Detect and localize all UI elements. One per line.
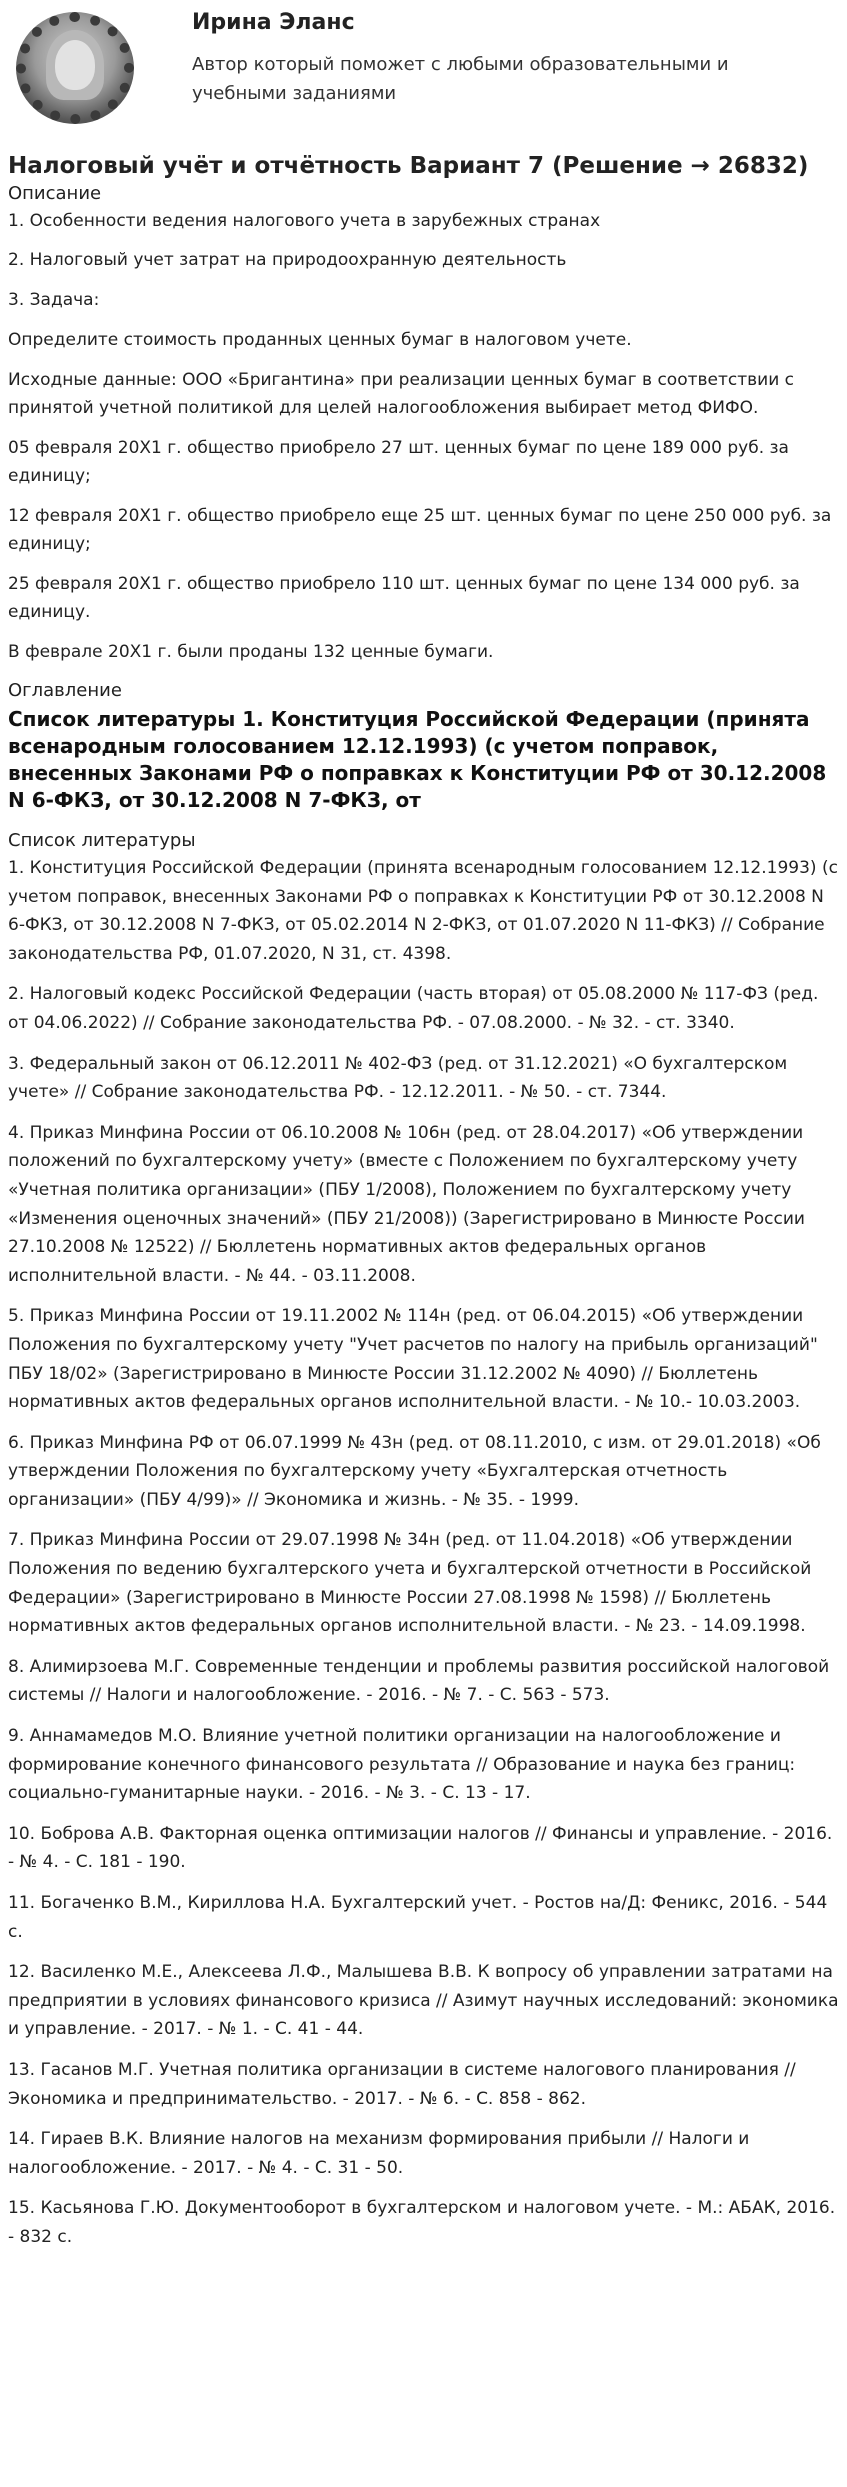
reference-item: 4. Приказ Минфина России от 06.10.2008 № 106н (ред. от 28.04.2017) «Об утверждении положений по бухгалтерскому учету» (вместе с Положением по бухгалтерскому учету «Учетная политика организации» (ПБУ 1/2008), Положением по бухгалтерскому учету «Изменения оценочных значений» (ПБУ 21/2008)) (Зарегистрировано в Минюсте России 27.10.2008 № 12522) // Бюллетень нормативных актов федеральных органов исполнительной власти. - № 44. - 03.11.2008. — [8, 1122, 805, 1286]
reference-item: 1. Конституция Российской Федерации (принята всенародным голосованием 12.12.1993) (с учетом поправок, внесенных Законами РФ о поправках к Конституции РФ от 30.12.2008 N 6-ФКЗ, от 30.12.2008 N 7-ФКЗ, от 05.02.2014 N 2-ФКЗ, от 01.07.2020 N 11-ФКЗ) // Собрание законодательства РФ, 01.07.2020, N 31, ст. 4398. — [8, 858, 838, 964]
reference-item: 15. Касьянова Г.Ю. Документооборот в бухгалтерском и налоговом учете. - М.: АБАК, 2016. - 832 с. — [8, 2198, 836, 2247]
author-card — [8, 0, 839, 140]
author-description: Автор который поможет с любыми образовательными и учебными заданиями — [192, 54, 729, 104]
author-name[interactable]: Ирина Эланс — [192, 10, 355, 35]
description-paragraph: В феврале 20Х1 г. были проданы 132 ценные бумаги. — [8, 642, 494, 662]
work-title: Налоговый учёт и отчётность Вариант 7 (Решение → 26832) — [8, 153, 809, 179]
reference-item: 5. Приказ Минфина России от 19.11.2002 № 114н (ред. от 06.04.2015) «Об утверждении Положения по бухгалтерскому учету "Учет расчетов по налогу на прибыль организаций" ПБУ 18/02» (Зарегистрировано в Минюсте России 31.12.2002 № 4090) // Бюллетень нормативных актов федеральных органов исполнительной власти. - № 10.- 10.03.2003. — [8, 1306, 818, 1413]
reference-item: 11. Богаченко В.М., Кириллова Н.А. Бухгалтерский учет. - Ростов на/Д: Феникс, 2016. - 544 с. — [8, 1893, 828, 1942]
reference-item: 8. Алимирзоева М.Г. Современные тенденции и проблемы развития российской налоговой системы // Налоги и налогообложение. - 2016. - № 7. - С. 563 - 573. — [8, 1656, 830, 1706]
reference-item: 10. Боброва А.В. Факторная оценка оптимизации налогов // Финансы и управление. - 2016. - № 4. - С. 181 - 190. — [8, 1823, 833, 1873]
toc-heading: Список литературы 1. Конституция Российской Федерации (принята всенародным голосованием 12.12.1993) (с учетом поправок, внесенных Законами РФ о поправках к Конституции РФ от 30.12.2008 N 6-ФКЗ, от 30.12.2008 N 7-ФКЗ, от — [8, 707, 827, 812]
author-avatar — [16, 12, 134, 124]
reference-item: 13. Гасанов М.Г. Учетная политика организации в системе налогового планирования // Экономика и предпринимательство. - 2017. - № 6. - С. 858 - 862. — [8, 2059, 796, 2109]
reference-item: 14. Гираев В.К. Влияние налогов на механизм формирования прибыли // Налоги и налогообложение. - 2017. - № 4. - С. 31 - 50. — [8, 2129, 750, 2178]
description-paragraph: 1. Особенности ведения налогового учета в зарубежных странах — [8, 211, 601, 231]
references-label: Список литературы — [8, 830, 196, 851]
reference-item: 6. Приказ Минфина РФ от 06.07.1999 № 43н (ред. от 08.11.2010, с изм. от 29.01.2018) «Об утверждении Положения по бухгалтерскому учету «Бухгалтерская отчетность организации» (ПБУ 4/99)» // Экономика и жизнь. - № 35. - 1999. — [8, 1432, 821, 1510]
description-paragraph: 12 февраля 20Х1 г. общество приобрело еще 25 шт. ценных бумаг по цене 250 000 руб. за единицу; — [8, 506, 832, 554]
toc-label: Оглавление — [8, 680, 122, 701]
description-paragraph: Определите стоимость проданных ценных бумаг в налоговом учете. — [8, 330, 632, 350]
description-paragraph: 05 февраля 20Х1 г. общество приобрело 27 шт. ценных бумаг по цене 189 000 руб. за единицу; — [8, 438, 789, 486]
description-paragraph: Исходные данные: ООО «Бригантина» при реализации ценных бумаг в соответствии с принятой учетной политикой для целей налогообложения выбирает метод ФИФО. — [8, 370, 795, 418]
reference-item: 12. Василенко М.Е., Алексеева Л.Ф., Малышева В.В. К вопросу об управлении затратами на предприятии в условиях финансового кризиса // Азимут научных исследований: экономика и управление. - 2017. - № 1. - С. 41 - 44. — [8, 1962, 839, 2040]
reference-item: 3. Федеральный закон от 06.12.2011 № 402-ФЗ (ред. от 31.12.2021) «О бухгалтерском учете» // Собрание законодательства РФ. - 12.12.2011. - № 50. - ст. 7344. — [8, 1053, 788, 1103]
reference-item: 9. Аннамамедов М.О. Влияние учетной политики организации на налогообложение и формирование конечного финансового результата // Образование и наука без границ: социально-гуманитарные науки. - 2016. - № 3. - С. 13 - 17. — [8, 1726, 796, 1804]
description-paragraph: 3. Задача: — [8, 290, 100, 310]
reference-item: 7. Приказ Минфина России от 29.07.1998 № 34н (ред. от 11.04.2018) «Об утверждении Положения по ведению бухгалтерского учета и бухгалтерской отчетности в Российской Федерации» (Зарегистрировано в Минюсте России 27.08.1998 № 1598) // Бюллетень нормативных актов федеральных органов исполнительной власти. - № 23. - 14.09.1998. — [8, 1530, 812, 1637]
description-paragraph: 2. Налоговый учет затрат на природоохранную деятельность — [8, 250, 567, 270]
description-paragraph: 25 февраля 20Х1 г. общество приобрело 110 шт. ценных бумаг по цене 134 000 руб. за единицу. — [8, 574, 800, 622]
reference-item: 2. Налоговый кодекс Российской Федерации (часть вторая) от 05.08.2000 № 117-ФЗ (ред. от 04.06.2022) // Собрание законодательства РФ. - 07.08.2000. - № 32. - ст. 3340. — [8, 984, 819, 1033]
description-label: Описание — [8, 183, 102, 204]
